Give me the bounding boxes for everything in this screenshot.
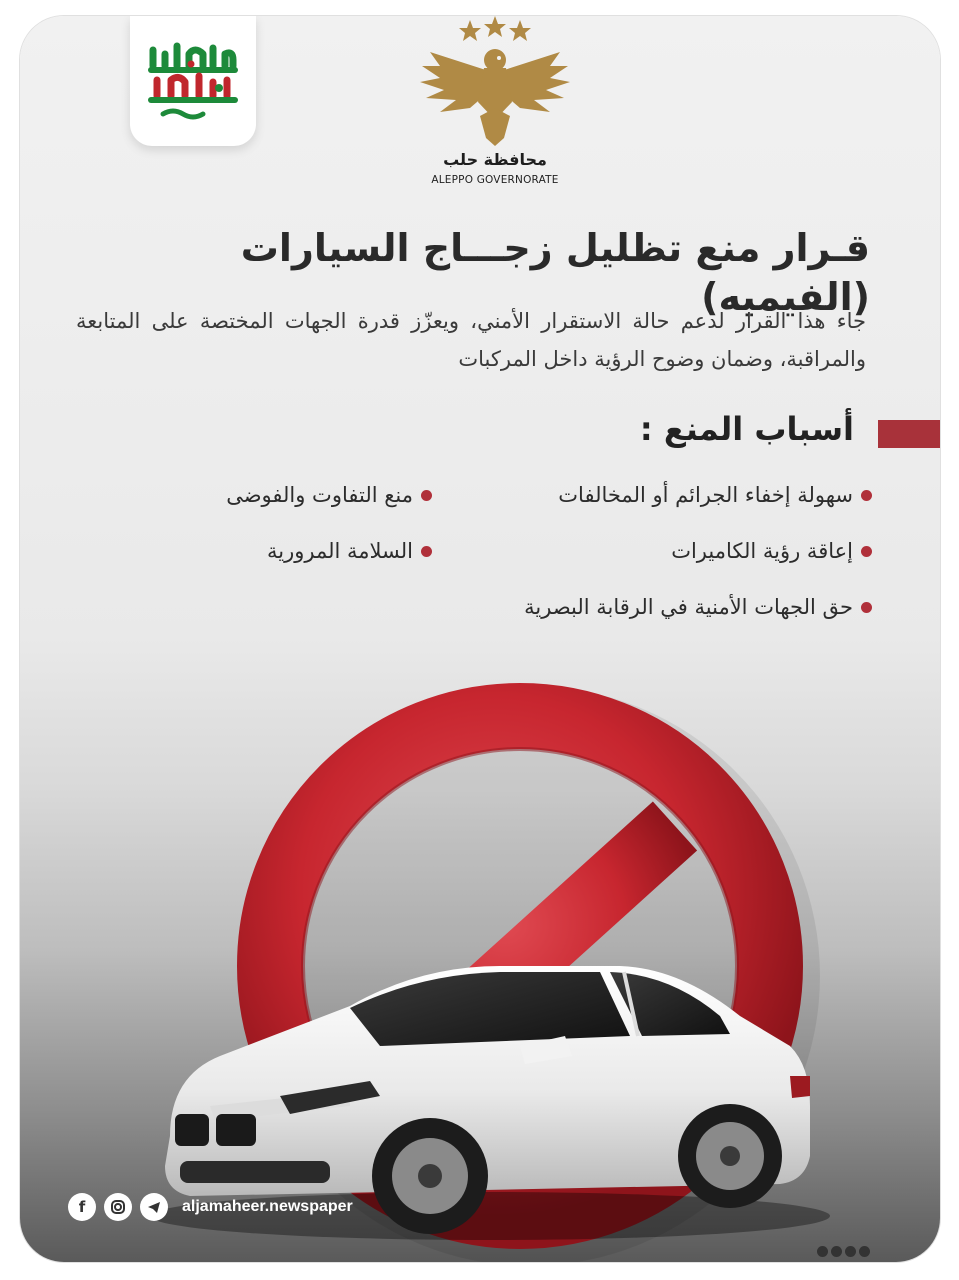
bullet-icon [861, 490, 872, 501]
corner-social-icons [817, 1246, 870, 1257]
prohibition-car-illustration [20, 636, 940, 1262]
reason-text: إعاقة رؤية الكاميرات [671, 539, 853, 563]
bullet-icon [421, 490, 432, 501]
reason-text: سهولة إخفاء الجرائم أو المخالفات [558, 483, 853, 507]
bullet-icon [861, 602, 872, 613]
reason-text: منع التفاوت والفوضى [226, 483, 413, 507]
reason-item [226, 480, 432, 510]
small-icon [831, 1246, 842, 1257]
instagram-icon[interactable] [104, 1193, 132, 1221]
reason-text: حق الجهات الأمنية في الرقابة البصرية [524, 595, 853, 619]
reason-text: السلامة المرورية [266, 539, 413, 563]
small-icon [859, 1246, 870, 1257]
social-footer [68, 1192, 353, 1222]
heading-accent-bar [878, 420, 940, 448]
reason-item [267, 536, 432, 566]
emblem-name-ar: محافظة حلب [443, 150, 547, 169]
newspaper-logo [130, 16, 256, 146]
intro-paragraph: جاء هذا القرار لدعم حالة الاستقرار الأمني، ويعزّز قدرة الجهات المختصة على المتابعة والمراقبة، وضمان وضوح الرؤية داخل المركبات [76, 309, 866, 371]
poster-card [20, 16, 940, 1262]
reason-item [558, 480, 872, 510]
reasons-heading: أسباب المنع : [639, 410, 854, 448]
bullet-icon [861, 546, 872, 557]
page-title: قـرار منع تظليل زجـــاج السيارات (الفيميه) [240, 226, 870, 320]
reason-item [524, 592, 872, 622]
reason-item [671, 536, 872, 566]
facebook-icon[interactable]: f [68, 1193, 96, 1221]
bullet-icon [421, 546, 432, 557]
small-icon [845, 1246, 856, 1257]
emblem-name-en: ALEPPO GOVERNORATE [431, 174, 559, 186]
aleppo-governorate-emblem [400, 16, 590, 202]
social-handle[interactable]: aljamaheer.newspaper [182, 1198, 353, 1215]
eagle-icon [400, 16, 590, 152]
small-icon [817, 1246, 828, 1257]
newspaper-logo-mark [143, 36, 243, 126]
telegram-icon[interactable] [140, 1193, 168, 1221]
